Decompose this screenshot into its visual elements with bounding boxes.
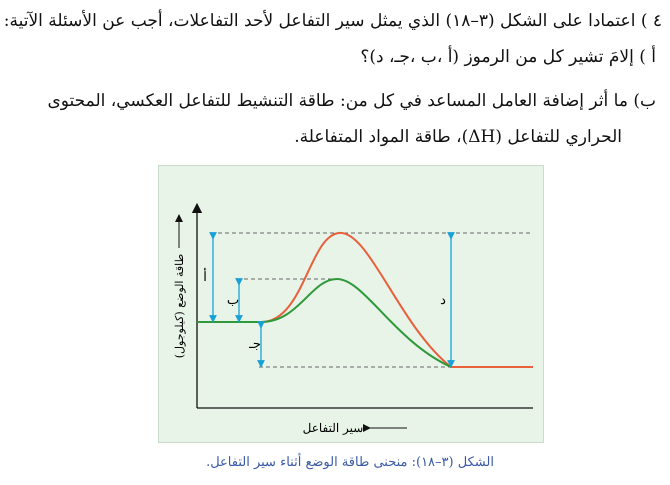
label-b: ب xyxy=(226,293,240,308)
question-main: ٤ ) اعتمادا على الشكل (٣–١٨) الذي يمثل سير التفاعل لأحد التفاعلات، أجب عن الأسئلة الآتية: xyxy=(3,11,662,31)
label-c: جـ xyxy=(249,337,261,352)
energy-diagram-figure xyxy=(158,165,544,443)
question-part-b-line2: الحراري للتفاعل (ΔH)، طاقة المواد المتفاعلة. xyxy=(294,127,622,147)
label-a: أ xyxy=(203,270,207,285)
label-d: د xyxy=(440,293,446,308)
energy-diagram xyxy=(159,166,543,442)
x-axis-label: سير التفاعل xyxy=(302,421,364,435)
question-part-a: أ ) إلامَ تشير كل من الرموز (أ ،ب ،جـ، د)؟ xyxy=(360,47,656,67)
question-part-b-line1: ب) ما أثر إضافة العامل المساعد في كل من: طاقة التنشيط للتفاعل العكسي، المحتوى xyxy=(47,91,656,111)
y-axis-label: طاقة الوضع (كيلوجول) xyxy=(173,253,186,359)
uncatalyzed-curve xyxy=(261,233,533,367)
figure-caption: الشكل (٣–١٨): منحنى طاقة الوضع أثناء سير التفاعل. xyxy=(206,455,494,470)
